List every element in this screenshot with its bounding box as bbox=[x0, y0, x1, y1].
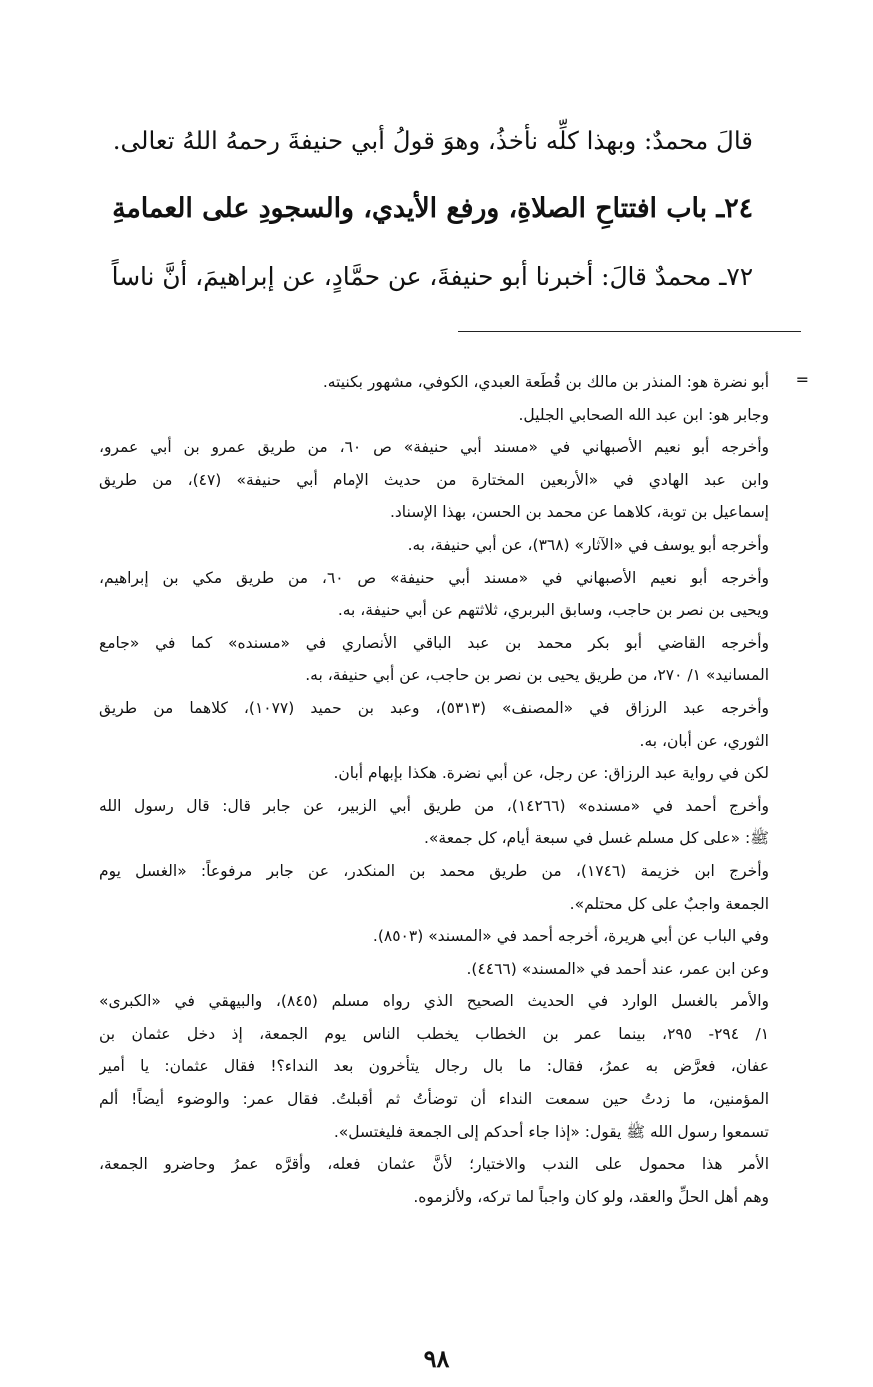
footnote-line: وأخرجه عبد الرزاق في «المصنف» (٥٣١٣)، وعبد بن حميد (١٠٧٧)، كلاهما من طريق bbox=[99, 698, 769, 717]
footnote-line: تسمعوا رسول الله ﷺ يقول: «إذا جاء أحدكم إلى الجمعة فليغتسل». bbox=[333, 1122, 769, 1141]
footnote-line: والأمر بالغسل الوارد في الحديث الصحيح الذي رواه مسلم (٨٤٥)، والبيهقي في «الكبرى» bbox=[99, 992, 769, 1011]
footnote-line: وأخرجه أبو نعيم الأصبهاني في «مسند أبي حنيفة» ص ٦٠، من طريق مكي بن إبراهيم، bbox=[99, 568, 769, 587]
footnote-separator bbox=[458, 331, 801, 332]
footnote-line: وجابر هو: ابن عبد الله الصحابي الجليل. bbox=[518, 405, 769, 424]
footnote-line: الأمر هذا محمول على الندب والاختيار؛ لأنَّ عثمان فعله، وأقرَّه عمرُ وحاضرو الجمعة، bbox=[99, 1155, 769, 1174]
footnote-line: الثوري، عن أبان، به. bbox=[639, 731, 769, 750]
footnote-continuation-marker: = bbox=[795, 370, 809, 389]
footnote-line: المسانيد» ١/ ٢٧٠، من طريق يحيى بن نصر بن حاجب، عن أبي حنيفة، به. bbox=[305, 666, 769, 685]
footnote-line: وأخرج ابن خزيمة (١٧٤٦)، من طريق محمد بن المنكدر، عن جابر مرفوعاً: «الغسل يوم bbox=[99, 861, 769, 880]
footnotes bbox=[99, 366, 769, 1213]
footnote-line: وفي الباب عن أبي هريرة، أخرجه أحمد في «المسند» (٨٥٠٣). bbox=[372, 927, 769, 946]
footnote-line: ويحيى بن نصر بن حاجب، وسابق البربري، ثلاثتهم عن أبي حنيفة، به. bbox=[337, 601, 769, 620]
footnote-line: وابن عبد الهادي في «الأربعين المختارة من حديث الإمام أبي حنيفة» (٤٧)، من طريق bbox=[99, 470, 769, 489]
footnote-line: وهم أهل الحلِّ والعقد، ولو كان واجباً لما تركه، ولألزموه. bbox=[413, 1187, 769, 1206]
footnote-line: وعن ابن عمر، عند أحمد في «المسند» (٤٤٦٦). bbox=[466, 959, 769, 978]
footnote-line: أبو نضرة هو: المنذر بن مالك بن قُطَعة العبدي، الكوفي، مشهور بكنيته. bbox=[322, 373, 769, 391]
footnote-line: الجمعة واجبٌ على كل محتلم». bbox=[569, 894, 769, 913]
page-number: ٩٨ bbox=[423, 1344, 450, 1373]
footnote-line: ١/ ٢٩٤- ٢٩٥، بينما عمر بن الخطاب يخطب الناس يوم الجمعة، إذ دخل عثمان بن bbox=[99, 1024, 769, 1043]
footnote-line: وأخرجه أبو نعيم الأصبهاني في «مسند أبي حنيفة» ص ٦٠، من طريق عمرو بن أبي عمرو، bbox=[99, 438, 769, 457]
footnote-line: وأخرجه القاضي أبو بكر محمد بن عبد الباقي الأنصاري في «مسنده» كما في «جامع bbox=[99, 633, 769, 652]
footnote-line: عفان، فعرَّض به عمرُ، فقال: ما بال رجال يتأخرون بعد النداء؟! فقال عثمان: يا أمير bbox=[99, 1057, 769, 1076]
hadith-opening-line: ٧٢ـ محمدٌ قالَ: أخبرنا أبو حنيفةَ، عن حمَّادٍ، عن إبراهيمَ، أنَّ ناساً bbox=[111, 262, 753, 291]
footnote-line: وأخرجه أبو يوسف في «الآثار» (٣٦٨)، عن أبي حنيفة، به. bbox=[407, 535, 769, 554]
footnote-line: المؤمنين، ما زدتُ حين سمعت النداء أن توضأتُ ثم أقبلتُ. فقال عمر: والوضوء أيضاً! ألم bbox=[99, 1090, 769, 1109]
footnote-line: إسماعيل بن توبة، كلاهما عن محمد بن الحسن، بهذا الإسناد. bbox=[389, 503, 769, 522]
footnote-line: وأخرج أحمد في «مسنده» (١٤٢٦٦)، من طريق أبي الزبير، عن جابر قال: قال رسول الله bbox=[99, 796, 769, 815]
chapter-heading: ٢٤ـ باب افتتاحِ الصلاةِ، ورفع الأيدي، والسجودِ على العمامةِ bbox=[112, 193, 753, 224]
footnote-line: لكن في رواية عبد الرزاق: عن رجل، عن أبي نضرة. هكذا بإبهام أبان. bbox=[333, 764, 769, 783]
footnote-line: ﷺ: «على كل مسلم غسل في سبعة أيام، كل جمعة». bbox=[423, 829, 769, 848]
main-text-line: قالَ محمدٌ: وبهذا كلِّه نأخذُ، وهوَ قولُ أبي حنيفةَ رحمهُ اللهُ تعالى. bbox=[112, 126, 753, 155]
